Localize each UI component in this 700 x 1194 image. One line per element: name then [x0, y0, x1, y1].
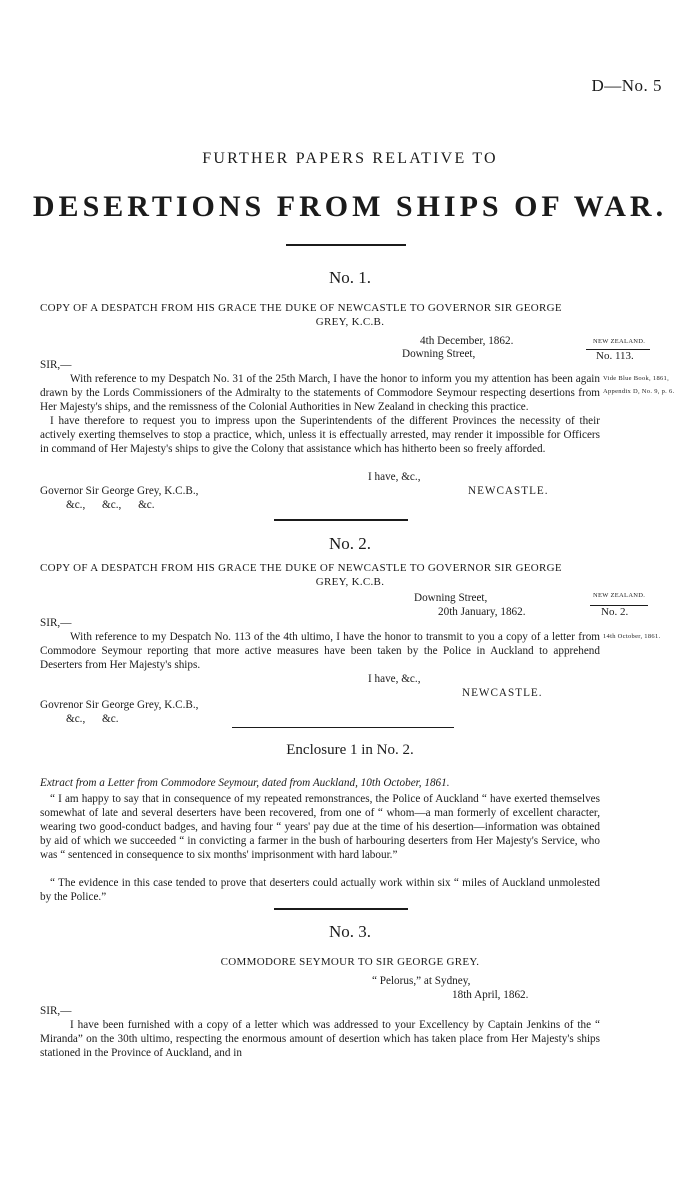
doc1-margin-rule: [586, 349, 650, 350]
doc1-paragraph-2: I have therefore to request you to impress upon the Superintendents of the different Provinces the necessity of their actively exerting themselves to stop a practice, which, unless it is effectually arrested, may render it impossible for Officers in command of Her Majesty's ships to give the Colony that assistance which has hitherto been so freely afforded.: [40, 415, 600, 455]
doc3-date: 18th April, 1862.: [452, 989, 529, 1001]
doc2-salutation: SIR,—: [40, 617, 72, 629]
title-rule: [286, 244, 406, 246]
doc1-end-rule: [274, 519, 408, 521]
title-line-2: DESERTIONS FROM SHIPS OF WAR.: [32, 190, 668, 223]
doc1-heading-line2: GREY, K.C.B.: [315, 316, 385, 328]
doc2-paragraph-1: With reference to my Despatch No. 113 of the 4th ultimo, I have the honor to transmit to you a copy of a letter from Commodore Seymour reporting that more active measures have been taken by the Police in Auckland to apprehend Deserters from Her Majesty's ships.: [40, 631, 600, 671]
doc1-place: Downing Street,: [402, 348, 476, 360]
doc3-place: “ Pelorus,” at Sydney,: [372, 975, 471, 987]
doc2-heading-line2: GREY, K.C.B.: [315, 576, 385, 588]
doc3-paragraph-1: I have been furnished with a copy of a letter which was addressed to your Excellency by Captain Jenkins of the “ Miranda” on the 30th ultimo, respecting the enormous amount of desertion which has taken place from Her Majesty's ships stationed in the Province of Auckland, and in: [40, 1019, 600, 1059]
doc1-margin-note-2: Appendix D, No. 9, p. 6.: [603, 388, 675, 395]
enclosure-title: Enclosure 1 in No. 2.: [286, 742, 414, 758]
doc2-etc: &c., &c.: [66, 713, 119, 725]
doc2-end-rule: [232, 727, 454, 728]
enclosure-paragraph-1: “ I am happy to say that in consequence of my repeated remonstrances, the Police of Auckland “ have exerted themselves somewhat of late and several deserters have been recovered, from one of “ whom—a man formerly of excellent character, wearing two good-conduct badges, and having four “ years' pay due at the time of his desertion—information was obtained by aid of which we succeeded “ in convicting a farmer in the bush of harbouring deserters from Her Majesty's Service, who was “ sentenced in consequence to six months' imprisonment with hard labour.”: [40, 793, 600, 861]
doc1-heading-line1: COPY OF A DESPATCH FROM HIS GRACE THE DUKE OF NEWCASTLE TO GOVERNOR SIR GEORGE: [40, 302, 562, 314]
doc3-number: No. 3.: [328, 922, 372, 941]
doc3-salutation: SIR,—: [40, 1005, 72, 1017]
doc1-salutation: SIR,—: [40, 359, 72, 371]
title-line-1: FURTHER PAPERS RELATIVE TO: [202, 150, 498, 167]
doc1-paragraph-1: With reference to my Despatch No. 31 of the 25th March, I have the honor to inform you my attention has been again drawn by the Lords Commissioners of the Admiralty to the statements of Commodore Seymour respecting desertions from Her Majesty's ships, and the remissness of the Colonial Authorities in New Zealand in checking this practice.: [40, 373, 600, 413]
doc1-margin-colony: NEW ZEALAND.: [593, 338, 646, 345]
doc2-addressee: Govrenor Sir George Grey, K.C.B.,: [40, 699, 199, 711]
doc3-heading: COMMODORE SEYMOUR TO SIR GEORGE GREY.: [220, 956, 480, 968]
doc1-signature: NEWCASTLE.: [468, 485, 549, 497]
doc2-margin-colony: NEW ZEALAND.: [593, 592, 646, 599]
document-reference: D—No. 5: [591, 76, 662, 95]
doc2-margin-no: No. 2.: [601, 606, 629, 618]
doc1-etc: &c., &c., &c.: [66, 499, 155, 511]
doc2-margin-note-1: 14th October, 1861.: [603, 633, 661, 640]
enclosure-extract-heading: Extract from a Letter from Commodore Seymour, dated from Auckland, 10th October, 1861.: [40, 777, 450, 789]
doc2-date: 20th January, 1862.: [438, 606, 526, 618]
doc2-number: No. 2.: [328, 534, 372, 553]
doc1-date: 4th December, 1862.: [420, 335, 514, 347]
doc2-place: Downing Street,: [414, 592, 488, 604]
doc1-addressee: Governor Sir George Grey, K.C.B.,: [40, 485, 199, 497]
doc2-heading-line1: COPY OF A DESPATCH FROM HIS GRACE THE DUKE OF NEWCASTLE TO GOVERNOR SIR GEORGE: [40, 562, 562, 574]
enclosure-paragraph-2: “ The evidence in this case tended to prove that deserters could actually work within six “ miles of Auckland unmolested by the Police.”: [40, 877, 600, 903]
doc1-margin-note-1: Vide Blue Book, 1861,: [603, 375, 670, 382]
doc1-closing: I have, &c.,: [368, 471, 421, 483]
doc1-number: No. 1.: [328, 268, 372, 287]
doc1-margin-no: No. 113.: [596, 350, 634, 362]
doc2-closing: I have, &c.,: [368, 673, 421, 685]
doc2-signature: NEWCASTLE.: [462, 687, 543, 699]
doc2-margin-rule: [590, 605, 648, 606]
enclosure-end-rule: [274, 908, 408, 910]
